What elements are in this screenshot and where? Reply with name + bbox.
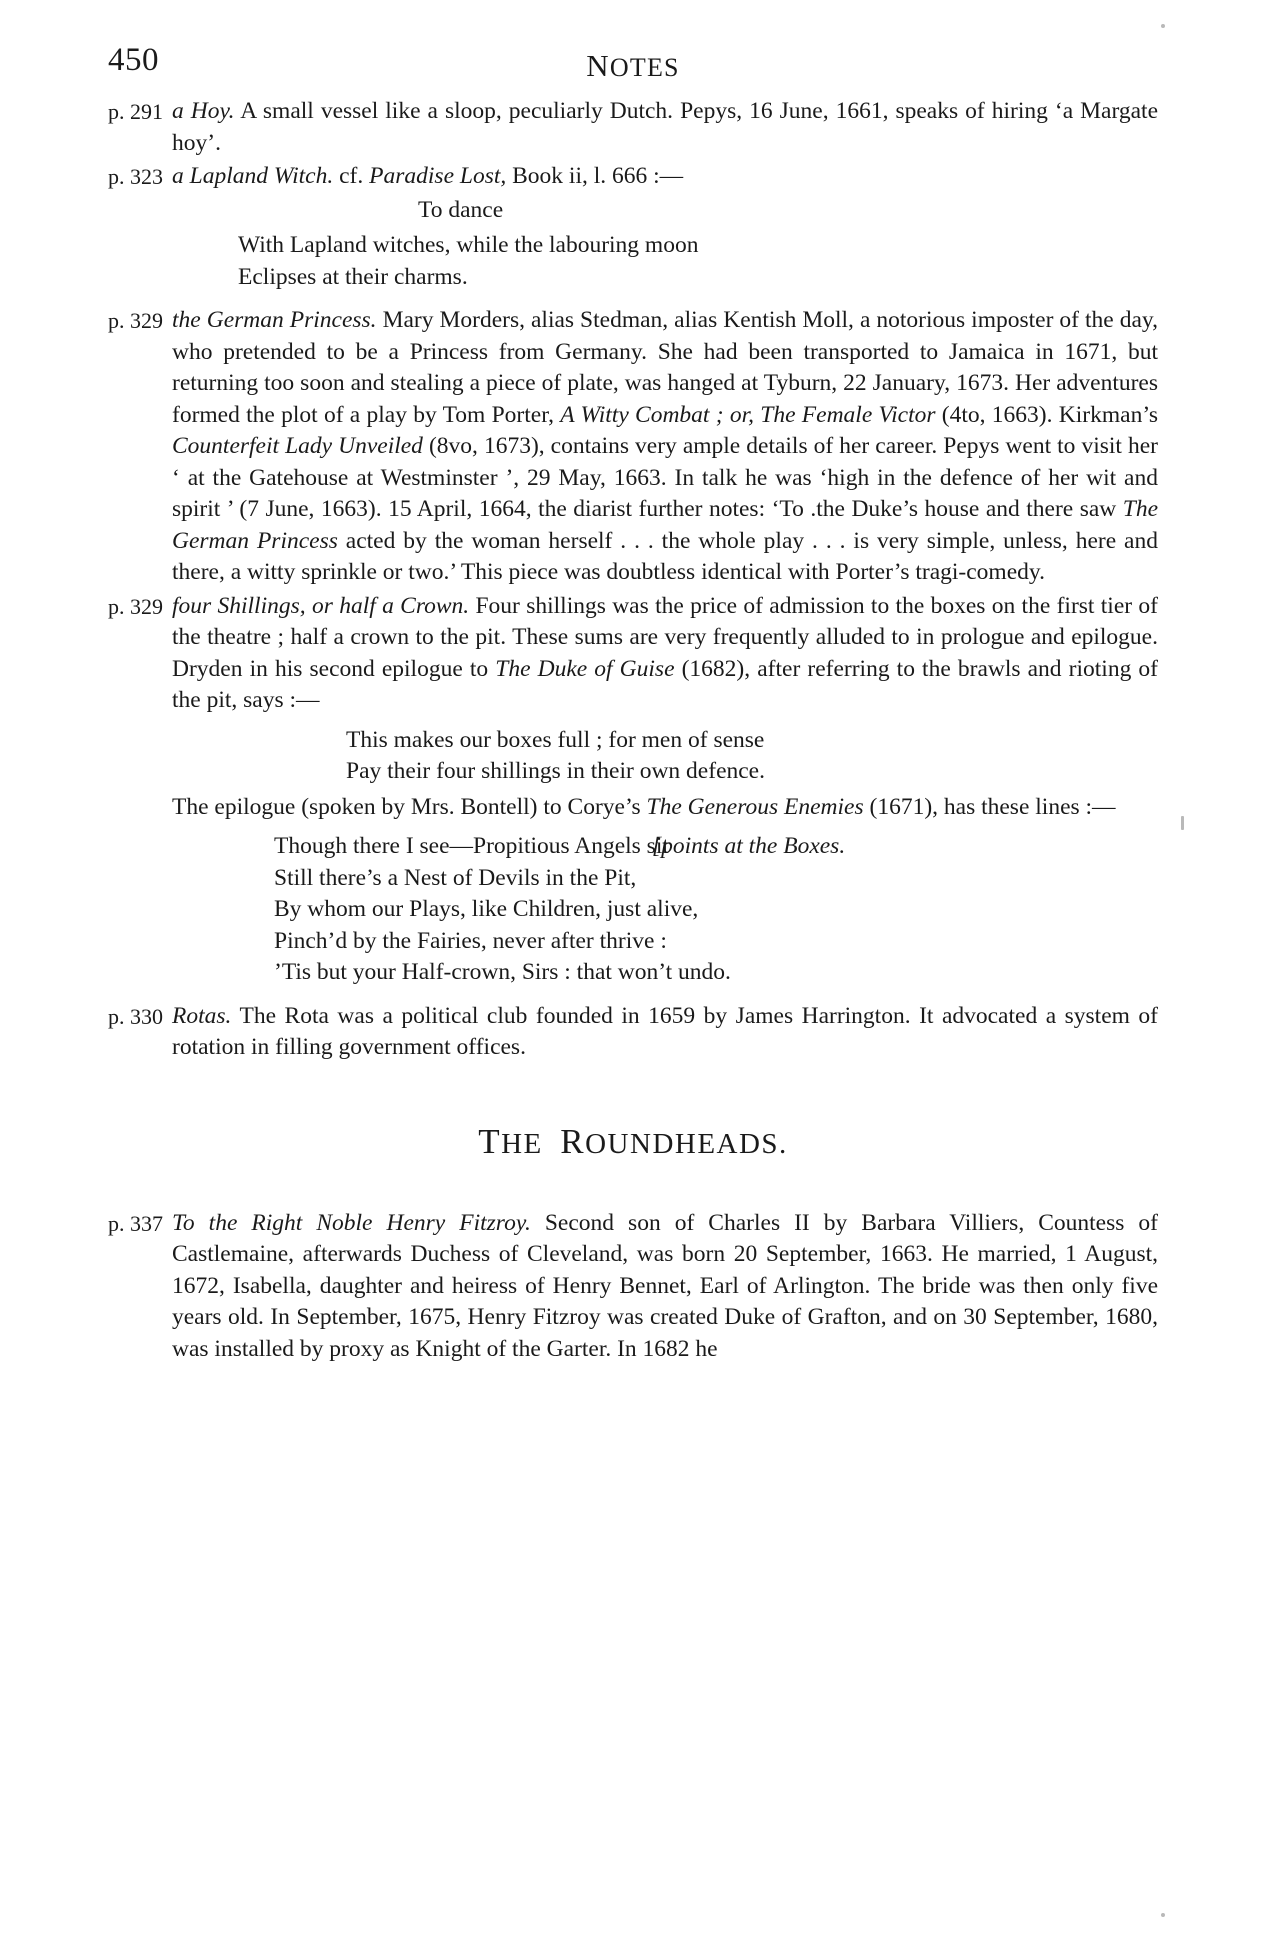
note-entry — [108, 1208, 1158, 1366]
section-heading — [108, 1122, 1158, 1162]
note-cited-title: Paradise Lost, — [369, 163, 507, 189]
note-entry — [108, 305, 1158, 589]
section-heading-cap-2: R — [560, 1121, 586, 1161]
note-text-cont: (8vo, 1673), contains very ample details of her career. Pepys went to visit her ‘ at the Gatehouse at Westminster ’, 29 May, 1663. In talk he was ‘high in the defence of her wit and spirit ’ (7 June, 1663). 15 April, 1664, the diarist further notes: ‘To .the Duke’s house and there saw — [172, 433, 1158, 522]
section-heading-rest-2: OUNDHEADS. — [585, 1127, 788, 1160]
note-lemma: a Lapland Witch. — [172, 163, 334, 189]
note-text: Four shillings was the price of admission to the boxes on the first tier of the theatre ; half a crown to the pit. These sums are very frequently alluded to in prologue and epilogue. Dryden in his second epilogue to — [172, 592, 1158, 682]
note-lemma: Rotas. — [172, 1002, 232, 1029]
verse-block — [108, 725, 1158, 788]
note-page-ref: p. 329 — [108, 308, 163, 333]
page-edge-mark — [1161, 24, 1165, 28]
paragraph-text: The epilogue (spoken by Mrs. Bontell) to Corye’s — [172, 793, 647, 820]
page-number: 450 — [108, 42, 159, 78]
verse-line: Though there I see—Propitious Angels sit — [274, 833, 669, 859]
verse-block — [108, 831, 1158, 989]
note-cited-title: The Duke of Guise — [495, 655, 675, 682]
note-text-cont: Book ii, l. 666 :— — [506, 163, 684, 189]
verse-line: Still there’s a Nest of Devils in the Pit, — [274, 864, 637, 891]
running-head: NOTES — [586, 48, 680, 83]
note-text-cont: acted by the woman herself . . . the whole play . . . is very simple, unless, here and there, a witty sprinkle or two.’ This piece was doubtless identical with Porter’s tragi-comedy. — [172, 527, 1158, 585]
note-cited-title: The German Princess — [172, 496, 1158, 554]
note-text-cont: (1682), after referring to the brawls and rioting of the pit, says :— — [172, 655, 1158, 713]
note-cited-title: A Witty Combat ; or, The Female Victor — [560, 401, 936, 428]
note-cited-title: The Generous Enemies — [646, 793, 864, 820]
note-entry — [108, 591, 1158, 717]
note-lemma: To the Right Noble Henry Fitzroy. — [172, 1209, 531, 1236]
verse-line: Pay their four shillings in their own defence. — [346, 758, 765, 784]
verse-line: To dance — [418, 196, 504, 223]
note-lemma: a Hoy. — [172, 98, 235, 124]
note-text: Mary Morders, alias Stedman, alias Kentish Moll, a notorious imposter of the day, who pretended to be a Princess from Germany. She had been transported to Jamaica in 1671, but returning too soon and stealing a piece of plate, was hanged at Tyburn, 22 January, 1673. Her adventures formed the plot of a play by Tom Porter, — [172, 307, 1158, 428]
verse-line: This makes our boxes full ; for men of sense — [346, 726, 765, 753]
note-page-ref: p. 337 — [108, 1210, 163, 1236]
verse-block — [108, 230, 1158, 293]
note-paragraph — [108, 792, 1158, 824]
verse-line: With Lapland witches, while the labouring moon — [238, 232, 699, 258]
page-header — [108, 34, 1158, 96]
note-entry — [108, 161, 1158, 193]
note-page-ref: p. 323 — [108, 164, 163, 189]
note-cited-title: Counterfeit Lady Unveiled — [172, 433, 423, 459]
page-edge-mark — [1161, 1913, 1165, 1917]
verse-block — [108, 195, 1158, 227]
note-lemma: four Shillings, or half a Crown. — [172, 592, 470, 619]
verse-line: ’Tis but your Half-crown, Sirs : that won’t undo. — [274, 959, 731, 985]
verse-line: Pinch’d by the Fairies, never after thrive : — [274, 927, 667, 954]
note-page-ref: p. 291 — [108, 99, 163, 124]
note-text: A small vessel like a sloop, peculiarly Dutch. Pepys, 16 June, 1661, speaks of hiring ‘a Margate hoy’. — [172, 98, 1158, 156]
note-lemma: the German Princess. — [172, 307, 377, 333]
note-page-ref: p. 330 — [108, 1003, 163, 1029]
section-heading-cap: T — [478, 1121, 502, 1161]
note-text: Second son of Charles II by Barbara Villiers, Countess of Castlemaine, afterwards Duchess of Cleveland, was born 20 September, 1663. He married, 1 August, 1672, Isabella, daughter and heiress of Henry Bennet, Earl of Arlington. The bride was then only five years old. In September, 1675, Henry Fitzroy was created Duke of Grafton, and on 30 September, 1680, was installed by proxy as Knight of the Garter. In 1682 he — [172, 1209, 1158, 1362]
paragraph-text-cont: (1671), has these lines :— — [863, 793, 1116, 820]
note-text: The Rota was a political club founded in 1659 by James Harrington. It advocated a system of rotation in filling government offices. — [172, 1002, 1158, 1060]
note-entry — [108, 96, 1158, 159]
stage-direction: [points at the Boxes. — [652, 833, 846, 859]
note-text-cont: (4to, 1663). Kirkman’s — [935, 401, 1158, 428]
verse-line: By whom our Plays, like Children, just alive, — [274, 896, 699, 922]
note-page-ref: p. 329 — [108, 593, 163, 619]
note-entry — [108, 1001, 1158, 1064]
verse-line: Eclipses at their charms. — [238, 263, 468, 290]
page-edge-mark — [1181, 816, 1184, 830]
section-heading-rest: HE — [501, 1127, 543, 1160]
note-text: cf. — [333, 163, 370, 189]
page-content — [108, 34, 1158, 1367]
